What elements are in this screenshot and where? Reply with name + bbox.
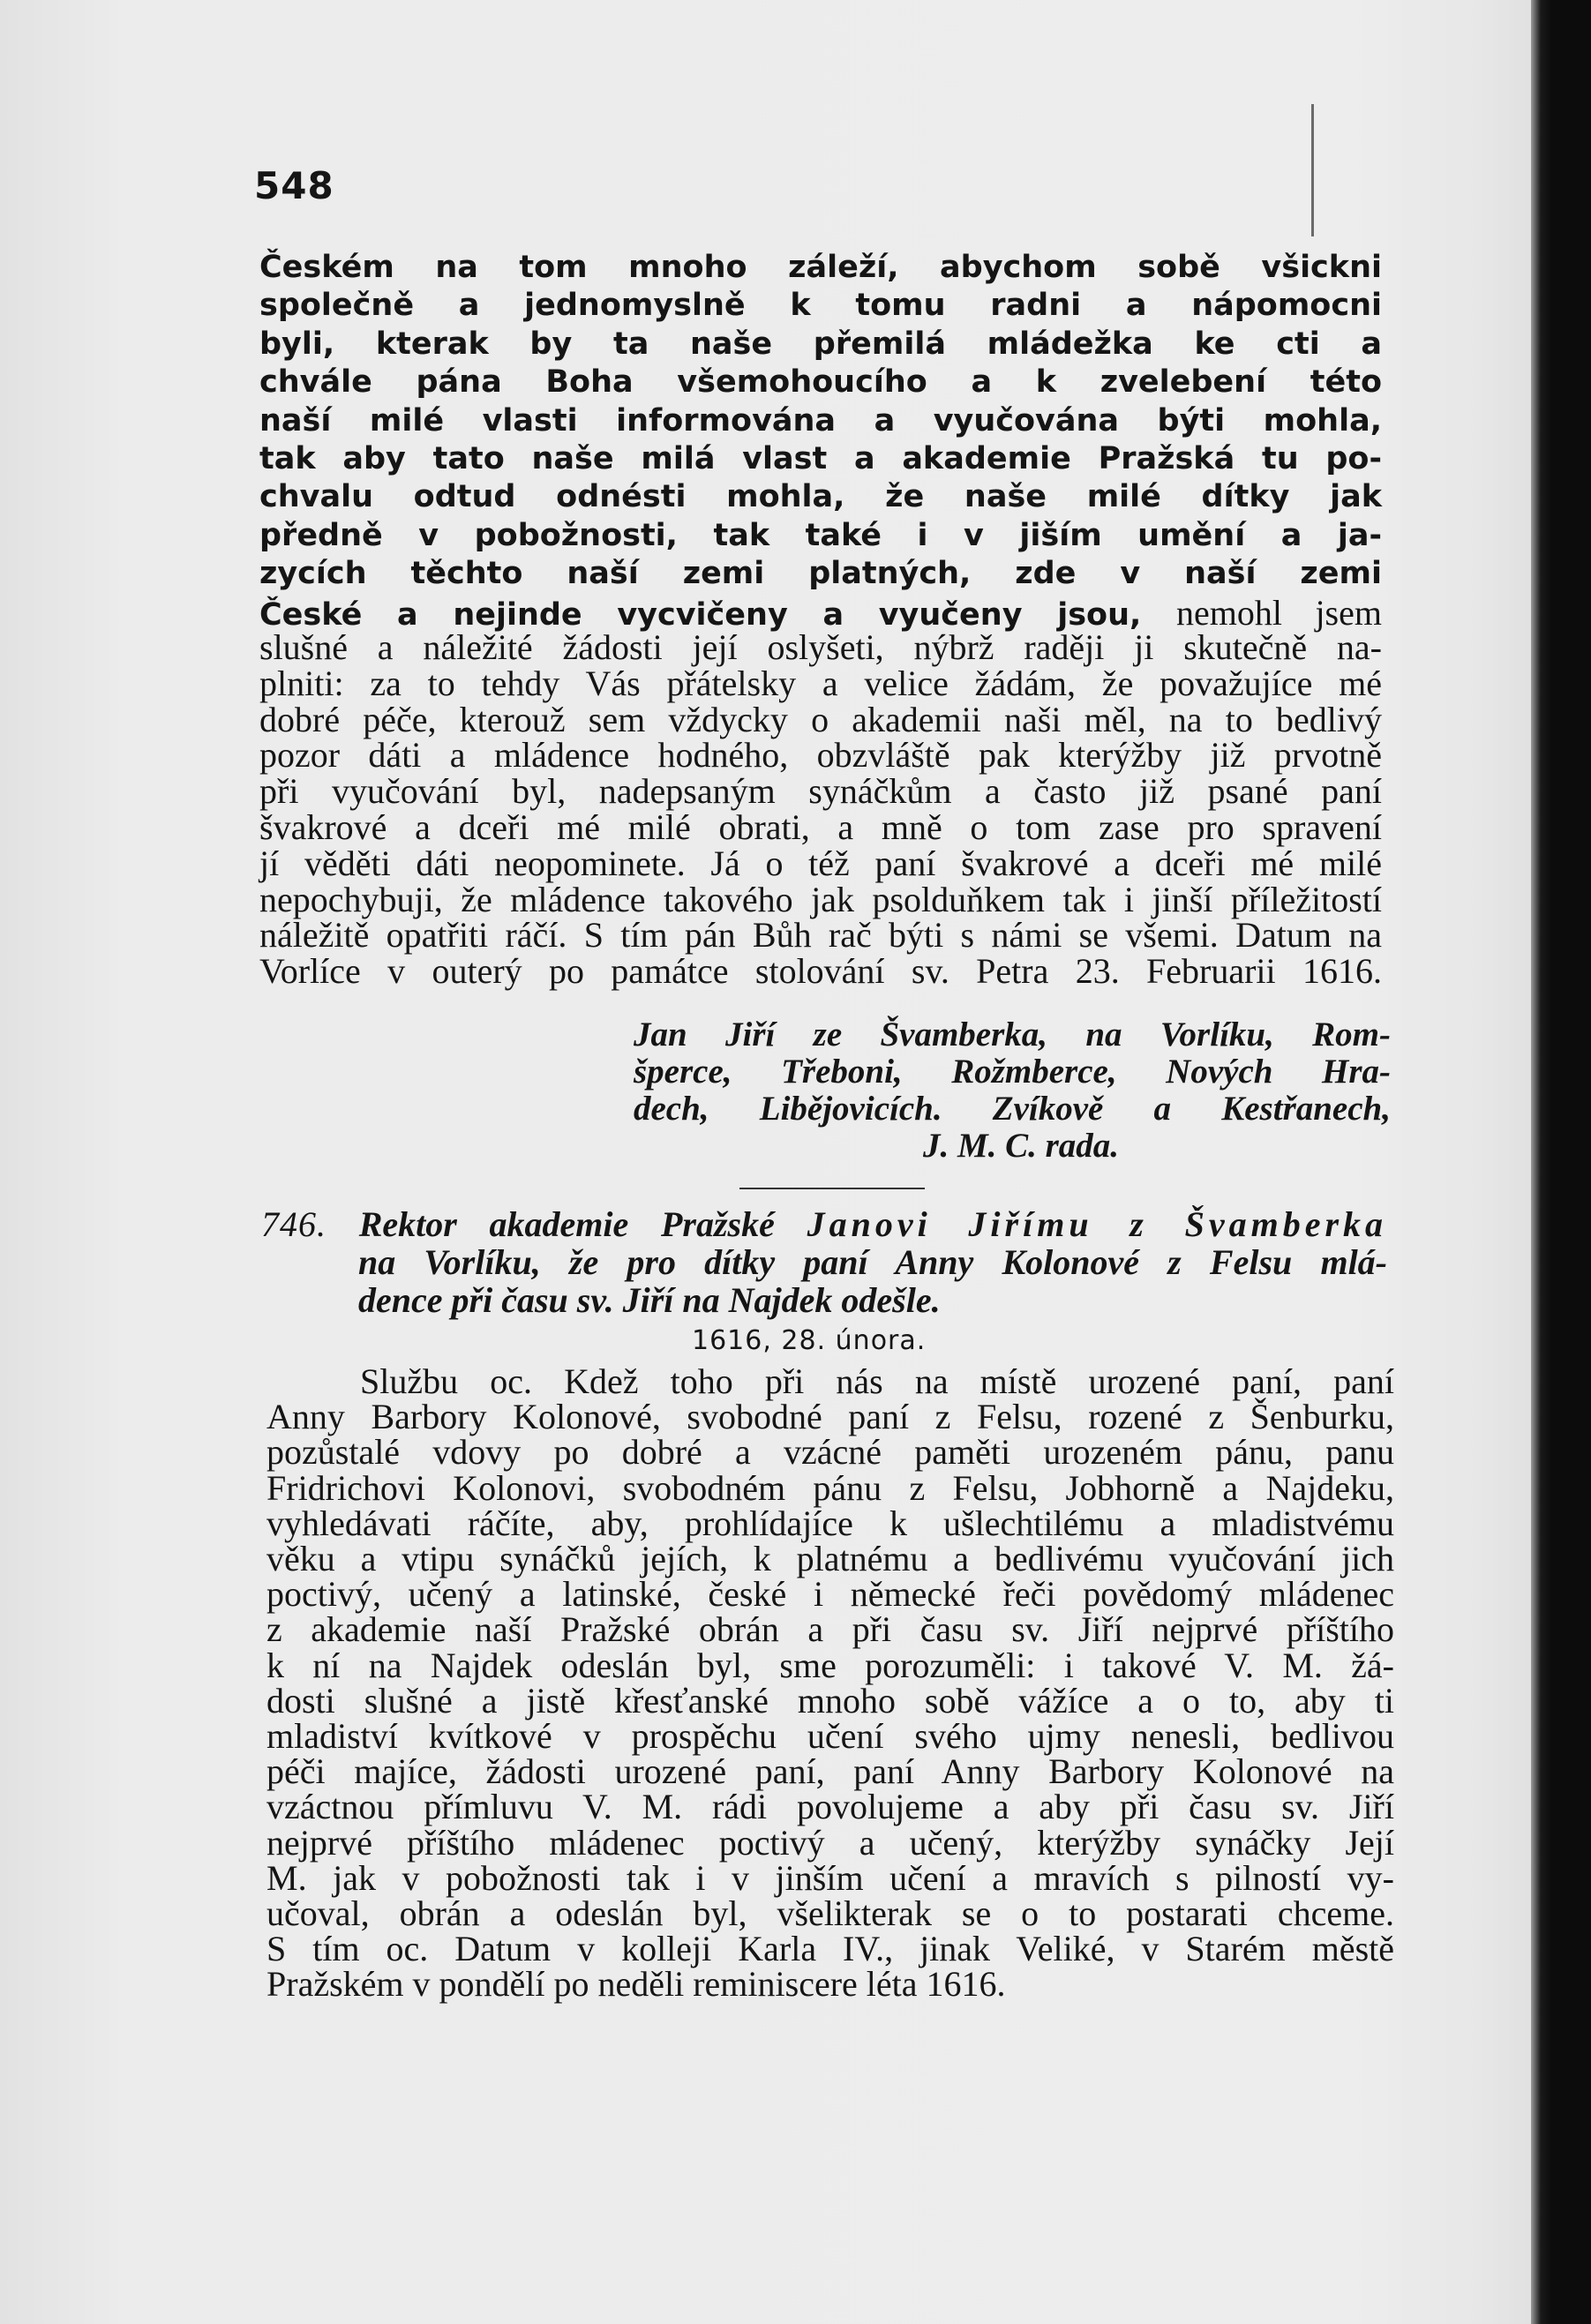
text-line: Českém na tom mnoho záleží, abychom sobě všickni [259,250,1382,285]
margin-mark [1311,104,1314,236]
text-line: nejprvé příštího mládenec poctivý a učený, kterýžby synáčky Její [266,1822,1394,1863]
heading-line [261,1205,1387,1243]
page-number: 548 [254,164,334,207]
text-line: Pražském v pondělí po neděli reminiscere léta 1616. [266,1964,1006,2005]
heading-line: na Vorlíku, že pro dítky paní Anny Kolonové z Felsu mlá- [358,1242,1387,1282]
text-line: Anny Barbory Kolonové, svobodné paní z Felsu, rozené z Šenburku, [266,1397,1394,1437]
text-line: byli, kterak by ta naše přemilá mládežka ke cti a [259,326,1382,362]
text-line: vzáctnou přímluvu V. M. rádi povolujeme a aby při času sv. Jiří [266,1787,1394,1827]
text-line: společně a jednomyslně k tomu radni a nápomocni [259,288,1382,324]
text-line: při vyučování byl, nadepsaným synáčkům a často již psané paní [259,771,1382,812]
text-line: Vorlíce v outerý po památce stolování sv. Petra 23. Februarii 1616. [259,951,1382,992]
text-line: jí věděti dáti neopominete. Já o též paní švakrové a dceři mé milé [259,843,1382,883]
heading-line: dence při času sv. Jiří na Najdek odešle. [358,1280,941,1320]
text-line: nepochybuji, že mládence takového jak psolduňkem tak i jinší příležitostí [259,879,1382,919]
text-line: mladiství kvítkové v prospěchu učení svého ujmy nenesli, bedlivou [266,1716,1394,1757]
text-line: slušné a náležité žádosti její oslyšeti, nýbrž raději ji skutečně na- [259,627,1382,667]
binding-edge [1531,0,1550,2324]
text-line: vyhledávati ráčíte, aby, prohlídajíce k ušlechtilému a mladistvému [266,1503,1394,1543]
text-line: Fridrichovi Kolonovi, svobodném pánu z Felsu, Jobhorně a Najdeku, [266,1467,1394,1508]
scan-border [1550,0,1591,2324]
signature-line: Jan Jiří ze Švamberka, na Vorlíku, Rom- [634,1016,1391,1053]
text-line: předně v pobožnosti, tak také i v jiším umění a ja- [259,517,1382,553]
text-line: k ní na Najdek odeslán byl, sme porozuměli: i takové V. M. žá- [266,1645,1394,1685]
text-line: Službu oc. Kdež toho při nás na místě urozené paní, paní [360,1361,1394,1401]
entry-heading [261,1205,1387,1319]
text-line: S tím oc. Datum v kolleji Karla IV., jinak Veliké, v Starém městě [266,1929,1394,1969]
text-line: chvále pána Boha všemohoucího a k zvelebení této [259,364,1382,401]
signature-block [634,1016,1391,1165]
text-line: poctivý, učený a latinské, české i německé řeči povědomý mládenec [266,1574,1394,1615]
text-line: naší milé vlasti informována a vyučována býti mohla, [259,402,1382,439]
text-line: náležitě opatřiti ráčí. S tím pán Bůh rač býti s námi se všemi. Datum na [259,915,1382,956]
text-line: plniti: za to tehdy Vás přátelsky a velice žádám, že považujíce mé [259,663,1382,703]
signature-line: dech, Libějovicích. Zvíkově a Kestřanech, [634,1090,1391,1128]
text-line: učoval, obrán a odeslán byl, všelikterak se o to postarati chceme. [266,1893,1394,1934]
signature-line: šperce, Třeboni, Rožmberce, Nových Hra- [634,1053,1391,1091]
text-line: z akademie naší Pražské obrán a při času sv. Jiří nejprvé příštího [266,1609,1394,1650]
heading-fragment: Rektor akademie Pražské [358,1204,775,1244]
text-line: chvalu odtud odnésti mohla, že naše milé dítky jak [259,479,1382,515]
text-line: zycích těchto naší zemi platných, zde v naší zemi [259,556,1382,592]
section-divider [739,1188,925,1189]
text-line: tak aby tato naše milá vlast a akademie Pražská tu po- [259,441,1382,477]
passage-spaced [259,249,1382,634]
text-line: péči majíce, žádosti urozené paní, paní Anny Barbory Kolonové na [266,1751,1394,1792]
text-line: pozůstalé vdovy po dobré a vzácné paměti urozeném pánu, panu [266,1432,1394,1473]
text-line: věku a vtipu synáčků jejích, k platnému a bedlivému vyučování jich [266,1539,1394,1579]
passage-roman [259,627,1382,992]
letter-body [266,1361,1394,2005]
spaced-fragment: České a nejinde vycvičeny a vyučeny jsou, [259,596,1142,633]
entry-number: 746. [261,1204,326,1244]
text-line: dobré péče, kterouž sem vždycky o akademii naši měl, na to bedlivý [259,699,1382,739]
roman-fragment: nemohl jsem [1175,592,1382,633]
text-line: švakrové a dceři mé milé obrati, a mně o tom zase pro spravení [259,806,1382,847]
heading-fragment-spaced: Janovi Jiřímu z Švamberka [807,1204,1388,1244]
text-line: dosti slušné a jistě křesťanské mnoho sobě vážíce a o to, aby ti [266,1680,1394,1721]
text-line: M. jak v pobožnosti tak i v jinším učení a mravích s pilností vy- [266,1857,1394,1898]
text-line: pozor dáti a mládence hodného, obzvláště pak kterýžby již prvotně [259,735,1382,776]
signature-line: J. M. C. rada. [922,1127,1120,1165]
entry-date: 1616, 28. února. [692,1325,927,1356]
